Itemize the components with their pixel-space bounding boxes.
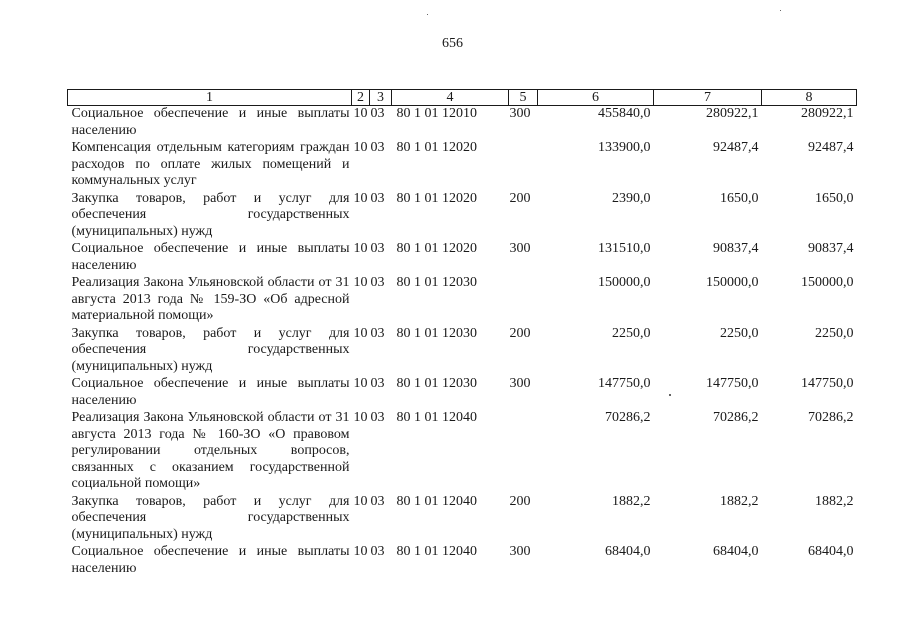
row-value-6: 2390,0 bbox=[612, 190, 651, 206]
row-value-6: 455840,0 bbox=[598, 106, 651, 121]
row-value-8: 90837,4 bbox=[808, 241, 854, 256]
row-value-6: 147750,0 bbox=[598, 376, 651, 391]
row-name: Реализация Закона Ульяновской области от 31 августа 2013 года № 160-ЗО «О правовом регулировании отдельных вопросов, связанных с оказанием государственной социальной помощи» bbox=[71, 410, 350, 491]
row-value-8: 280922,1 bbox=[801, 106, 854, 121]
row-value-7: 147750,0 bbox=[706, 376, 759, 391]
row-value-8: 1882,2 bbox=[815, 493, 854, 509]
table-row bbox=[68, 275, 857, 326]
row-value-6: 2250,0 bbox=[612, 325, 651, 341]
header-col-4: 4 bbox=[392, 90, 509, 106]
row-expense-type: 300 bbox=[509, 544, 531, 559]
row-expense-type: 200 bbox=[509, 493, 531, 509]
row-expense-type bbox=[509, 275, 538, 326]
row-section: 10 bbox=[353, 544, 368, 559]
row-expense-type bbox=[509, 140, 538, 191]
row-target-code: 80 1 01 12030 bbox=[396, 376, 477, 391]
row-subsection: 03 bbox=[370, 140, 385, 155]
row-target-code: 80 1 01 12040 bbox=[396, 493, 477, 509]
budget-table bbox=[67, 89, 857, 578]
row-section: 10 bbox=[353, 325, 368, 341]
row-value-7: 90837,4 bbox=[713, 241, 759, 256]
row-value-6: 131510,0 bbox=[598, 241, 651, 256]
row-section: 10 bbox=[353, 241, 368, 256]
row-target-code: 80 1 01 12040 bbox=[396, 544, 477, 559]
row-value-8: 68404,0 bbox=[808, 544, 854, 559]
row-name: Закупка товаров, работ и услуг для обеспечения государственных (муниципальных) нужд bbox=[71, 493, 350, 542]
row-value-7: 92487,4 bbox=[713, 140, 759, 155]
row-name: Социальное обеспечение и иные выплаты населению bbox=[71, 544, 350, 576]
page-number: 656 bbox=[442, 36, 463, 51]
row-expense-type: 200 bbox=[509, 190, 531, 206]
table-row bbox=[68, 376, 857, 410]
header-col-2: 2 bbox=[352, 90, 370, 106]
row-value-7: 1882,2 bbox=[720, 493, 759, 509]
row-value-6: 70286,2 bbox=[605, 410, 651, 425]
row-subsection: 03 bbox=[370, 493, 385, 509]
row-section: 10 bbox=[353, 410, 368, 425]
row-expense-type bbox=[509, 410, 538, 494]
row-section: 10 bbox=[353, 190, 368, 206]
table-row bbox=[68, 241, 857, 275]
header-col-3: 3 bbox=[370, 90, 392, 106]
row-value-7: 2250,0 bbox=[720, 325, 759, 341]
row-target-code: 80 1 01 12040 bbox=[396, 410, 477, 425]
row-target-code: 80 1 01 12030 bbox=[396, 275, 477, 290]
row-target-code: 80 1 01 12020 bbox=[396, 190, 477, 206]
row-subsection: 03 bbox=[370, 325, 385, 341]
row-target-code: 80 1 01 12020 bbox=[396, 140, 477, 155]
header-col-5: 5 bbox=[509, 90, 538, 106]
scan-speck bbox=[669, 394, 671, 396]
row-expense-type: 300 bbox=[509, 376, 531, 391]
row-value-6: 133900,0 bbox=[598, 140, 651, 155]
row-expense-type: 300 bbox=[509, 241, 531, 256]
row-value-6: 1882,2 bbox=[612, 493, 651, 509]
header-col-7: 7 bbox=[654, 90, 762, 106]
table-row bbox=[68, 191, 857, 242]
scan-speck bbox=[427, 14, 428, 15]
row-subsection: 03 bbox=[370, 544, 385, 559]
table-row bbox=[68, 410, 857, 494]
table-row bbox=[68, 140, 857, 191]
row-expense-type: 300 bbox=[509, 106, 531, 121]
row-section: 10 bbox=[353, 106, 368, 121]
row-name: Социальное обеспечение и иные выплаты населению bbox=[71, 376, 350, 408]
header-col-6: 6 bbox=[538, 90, 654, 106]
row-value-6: 68404,0 bbox=[605, 544, 651, 559]
row-section: 10 bbox=[353, 376, 368, 391]
row-value-8: 92487,4 bbox=[808, 140, 854, 155]
table-row bbox=[68, 326, 857, 377]
table-row bbox=[68, 544, 857, 578]
row-target-code: 80 1 01 12020 bbox=[396, 241, 477, 256]
row-name: Реализация Закона Ульяновской области от 31 августа 2013 года № 159-ЗО «Об адресной материальной помощи» bbox=[71, 275, 350, 323]
header-col-1: 1 bbox=[68, 90, 352, 106]
row-value-8: 150000,0 bbox=[801, 275, 854, 290]
scan-speck bbox=[780, 10, 781, 11]
row-subsection: 03 bbox=[370, 376, 385, 391]
row-name: Закупка товаров, работ и услуг для обеспечения государственных (муниципальных) нужд bbox=[71, 325, 350, 374]
row-subsection: 03 bbox=[370, 106, 385, 121]
row-value-7: 1650,0 bbox=[720, 190, 759, 206]
header-col-8: 8 bbox=[762, 90, 857, 106]
table-header bbox=[68, 90, 857, 106]
header-row bbox=[68, 90, 857, 106]
row-value-7: 280922,1 bbox=[706, 106, 759, 121]
table-body bbox=[68, 106, 857, 579]
row-subsection: 03 bbox=[370, 275, 385, 290]
row-name: Социальное обеспечение и иные выплаты населению bbox=[71, 106, 350, 138]
row-value-6: 150000,0 bbox=[598, 275, 651, 290]
row-subsection: 03 bbox=[370, 410, 385, 425]
row-value-8: 2250,0 bbox=[815, 325, 854, 341]
row-target-code: 80 1 01 12010 bbox=[396, 106, 477, 121]
row-value-7: 68404,0 bbox=[713, 544, 759, 559]
row-section: 10 bbox=[353, 275, 368, 290]
row-section: 10 bbox=[353, 493, 368, 509]
row-name: Социальное обеспечение и иные выплаты населению bbox=[71, 241, 350, 273]
row-target-code: 80 1 01 12030 bbox=[396, 325, 477, 341]
row-value-7: 150000,0 bbox=[706, 275, 759, 290]
row-name: Закупка товаров, работ и услуг для обеспечения государственных (муниципальных) нужд bbox=[71, 190, 350, 239]
row-subsection: 03 bbox=[370, 190, 385, 206]
row-value-8: 147750,0 bbox=[801, 376, 854, 391]
row-name: Компенсация отдельным категориям граждан расходов по оплате жилых помещений и коммунальных услуг bbox=[71, 140, 350, 188]
row-expense-type: 200 bbox=[509, 325, 531, 341]
table-row bbox=[68, 106, 857, 141]
row-subsection: 03 bbox=[370, 241, 385, 256]
row-value-8: 1650,0 bbox=[815, 190, 854, 206]
row-value-7: 70286,2 bbox=[713, 410, 759, 425]
table-row bbox=[68, 494, 857, 545]
row-section: 10 bbox=[353, 140, 368, 155]
row-value-8: 70286,2 bbox=[808, 410, 854, 425]
